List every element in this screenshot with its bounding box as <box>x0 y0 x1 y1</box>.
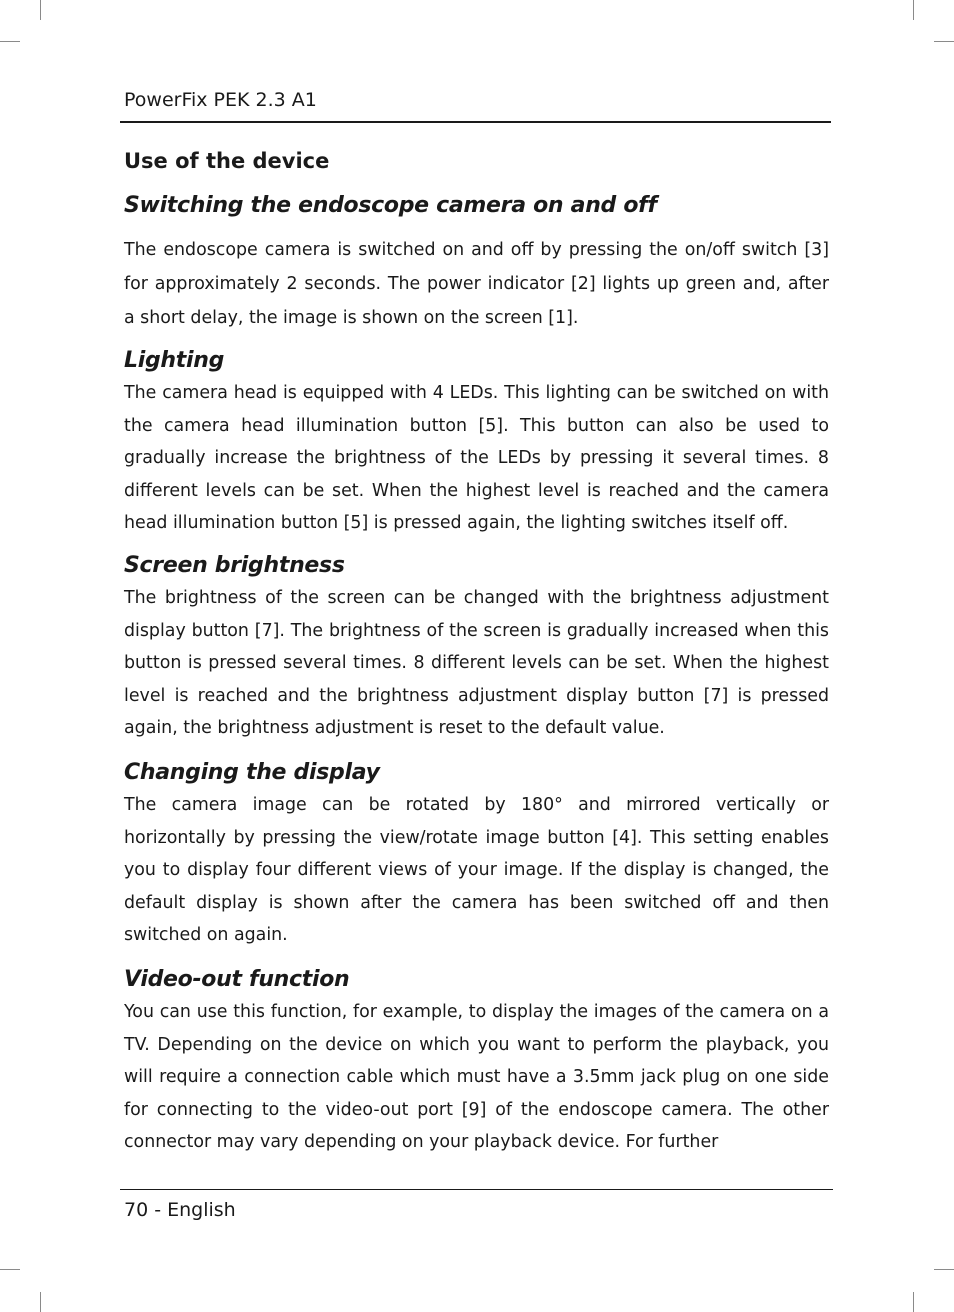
crop-mark <box>934 41 954 42</box>
section-title: Use of the device <box>124 149 330 173</box>
paragraph-video-out: You can use this function, for example, to display the images of the camera on a TV. Depending on the device on which you want to perform the playback, you will require a connection cable which must have a 3.5mm jack plug on one side for connecting to the video-out port [9] of the endoscope camera. The other connector may vary depending on your playback device. For further <box>124 1001 829 1153</box>
crop-mark <box>913 1292 914 1312</box>
running-header: PowerFix PEK 2.3 A1 <box>124 89 317 111</box>
page-content <box>124 146 829 1159</box>
paragraph-screen-brightness: The brightness of the screen can be changed with the brightness adjustment display button [7]. The brightness of the screen is gradually increased when this button is pressed several times. 8 different levels can be set. When the highest level is reached and the brightness adjustment display button [7] is pressed again, the brightness adjustment is reset to the default value. <box>124 587 829 739</box>
crop-mark <box>40 1292 41 1312</box>
crop-mark <box>913 0 914 20</box>
header-divider <box>120 121 831 123</box>
crop-mark <box>40 0 41 20</box>
footer-divider <box>120 1189 833 1190</box>
subheading-changing-display: Changing the display <box>124 759 380 785</box>
crop-mark <box>0 1269 20 1270</box>
page-number: 70 - English <box>124 1199 236 1221</box>
subheading-lighting: Lighting <box>124 348 225 373</box>
crop-mark <box>0 41 20 42</box>
subheading-video-out: Video-out function <box>124 966 350 992</box>
paragraph-switching: The endoscope camera is switched on and off by pressing the on/off switch [3] for approximately 2 seconds. The power indicator [2] lights up green and, after a short delay, the image is shown on the screen [1]. <box>124 240 829 328</box>
subheading-switching: Switching the endoscope camera on and off <box>124 193 657 218</box>
crop-mark <box>934 1269 954 1270</box>
paragraph-lighting: The camera head is equipped with 4 LEDs. This lighting can be switched on with the camera head illumination button [5]. This button can also be used to gradually increase the brightness of the LEDs by pressing it several times. 8 different levels can be set. When the highest level is reached and the camera head illumination button [5] is pressed again, the lighting switches itself off. <box>124 383 829 534</box>
subheading-screen-brightness: Screen brightness <box>124 552 345 578</box>
paragraph-changing-display: The camera image can be rotated by 180° and mirrored vertically or horizontally by pressing the view/rotate image button [4]. This setting enables you to display four different views of your image. If the display is changed, the default display is shown after the camera has been switched off and then switched on again. <box>124 794 829 946</box>
